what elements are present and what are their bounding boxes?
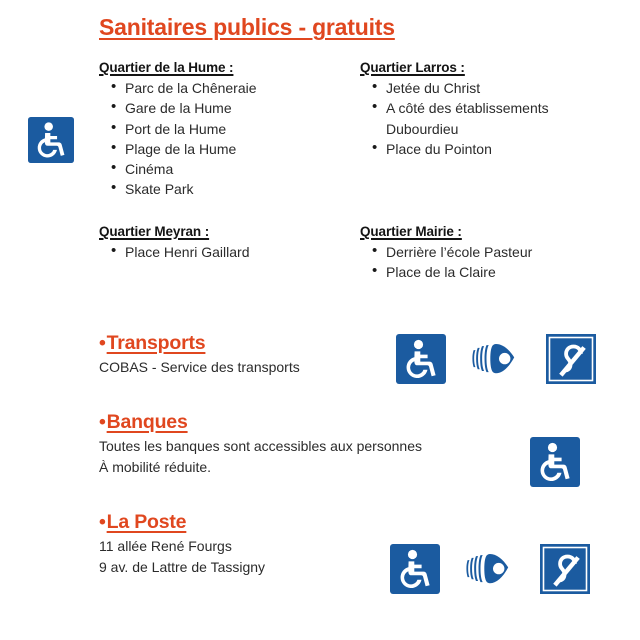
quartier-heading: Quartier Mairie : bbox=[360, 224, 462, 239]
list-item: • Jetée du Christ bbox=[360, 78, 595, 98]
visually-impaired-icon bbox=[472, 340, 520, 378]
section-banques bbox=[99, 411, 422, 478]
quartier-heading: Quartier Meyran : bbox=[99, 224, 210, 239]
list-item: • Derrière l’école Pasteur bbox=[360, 242, 595, 262]
quartier-block-larros bbox=[360, 60, 595, 159]
section-la-poste bbox=[99, 511, 265, 578]
quartier-block-meyran bbox=[99, 224, 349, 262]
quartier-list bbox=[99, 78, 349, 200]
section-line: 9 av. de Lattre de Tassigny bbox=[99, 559, 266, 575]
visually-impaired-icon bbox=[466, 550, 514, 588]
quartier-list bbox=[360, 78, 595, 159]
list-item: • A côté des établissements Dubourdieu bbox=[360, 98, 595, 139]
section-heading-label: Transports bbox=[106, 332, 206, 354]
list-item: • Plage de la Hume bbox=[99, 139, 349, 159]
list-item: • Parc de la Chêneraie bbox=[99, 78, 349, 98]
icon-row-banques bbox=[530, 437, 580, 487]
icon-row-la-poste bbox=[390, 544, 590, 594]
list-item: • Place Henri Gaillard bbox=[99, 242, 349, 262]
section-bullet: • bbox=[99, 511, 106, 533]
list-item: • Place du Pointon bbox=[360, 139, 595, 159]
section-line: À mobilité réduite. bbox=[99, 459, 212, 475]
list-item: • Cinéma bbox=[99, 159, 349, 179]
section-heading bbox=[99, 332, 300, 355]
section-heading bbox=[99, 511, 265, 534]
icon-row-transports bbox=[396, 334, 596, 384]
quartier-block-mairie bbox=[360, 224, 595, 283]
quartier-list bbox=[99, 242, 349, 262]
section-transports bbox=[99, 332, 300, 378]
section-line: 11 allée René Fourgs bbox=[99, 538, 232, 554]
wheelchair-accessible-icon bbox=[530, 437, 580, 487]
wheelchair-accessible-icon bbox=[28, 117, 74, 163]
section-heading bbox=[99, 411, 422, 434]
list-item: • Skate Park bbox=[99, 179, 349, 199]
quartier-heading: Quartier Larros : bbox=[360, 60, 465, 75]
hearing-impaired-icon bbox=[540, 544, 590, 594]
hearing-impaired-icon bbox=[546, 334, 596, 384]
quartier-heading: Quartier de la Hume : bbox=[99, 60, 234, 75]
section-bullet: • bbox=[99, 332, 106, 354]
list-item: • Gare de la Hume bbox=[99, 98, 349, 118]
section-line: Toutes les banques sont accessibles aux personnes bbox=[99, 438, 422, 454]
list-item: • Place de la Claire bbox=[360, 262, 595, 282]
section-heading-label: Banques bbox=[106, 411, 188, 433]
wheelchair-accessible-icon bbox=[390, 544, 440, 594]
section-bullet: • bbox=[99, 411, 106, 433]
quartier-block-hume bbox=[99, 60, 349, 200]
section-heading-label: La Poste bbox=[106, 511, 187, 533]
list-item: • Port de la Hume bbox=[99, 119, 349, 139]
quartier-list bbox=[360, 242, 595, 283]
page-title: Sanitaires publics - gratuits bbox=[99, 14, 395, 40]
section-line: COBAS - Service des transports bbox=[99, 359, 300, 375]
wheelchair-accessible-icon bbox=[396, 334, 446, 384]
